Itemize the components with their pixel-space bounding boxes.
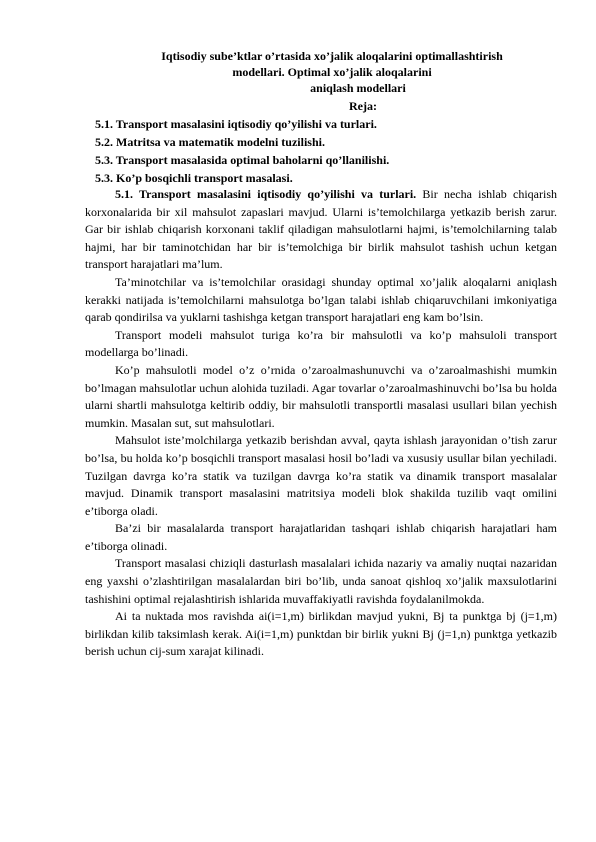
body-text [85, 186, 557, 661]
paragraph: Transport masalasi chiziqli dasturlash masalalari ichida nazariy va amaliy nuqtai nazaridan eng yaxshi o’zlashtirilgan masalalardan biri bo’lib, unda sanoat qishloq xo’jalik maxsulotlarini tashishini optimal rejalashtirish ishlarida muvaffakiyatli ravishda foydalanilmokda. [85, 556, 557, 606]
plan-item: 5.1. Transport masalasini iqtisodiy qo’yilishi va turlari. [95, 117, 377, 131]
title-line-3: aniqlash modellari [310, 81, 406, 95]
paragraph: Ta’minotchilar va is’temolchilar orasidagi shunday optimal xo’jalik aloqalarni aniqlash kerakki natijada is’temolchilarni mahsulotga bo’lgan talabi ishlab chiqaruvchilani imkoniyatiga qarab qondirilsa va yuklarni tashishga ketgan transport harajatlari eng kam bo’lsin. [85, 274, 557, 325]
paragraph: Mahsulot iste’molchilarga yetkazib berishdan avval, qayta ishlash jarayonidan o’tish zarur bo’lsa, bu holda ko’p bosqichli transport masalasi hosil bo’ladi va xususiy usullar bilan yechiladi. Tuzilgan davrga ko’ra statik va tuzilgan davrga ko’ra statik va dinamik transport masalalar mavjud. Dinamik transport masalasini matritsiya modeli blok shakilda tuzilib vaqt omilini e’tiborga oladi. [85, 433, 557, 518]
plan-item: 5.3. Ko’p bosqichli transport masalasi. [95, 171, 293, 185]
plan-list [95, 115, 565, 187]
paragraph: Ai ta nuktada mos ravishda ai(i=1,m) birlikdan mavjud yukni, Bj ta punktga bj (j=1,m) birlikdan kilib taksimlash kerak. Ai(i=1,m) punktdan bir birlik yukni Bj (j=1,n) punktga yetkazib berish uchun cij-sum xarajat kilinadi. [85, 609, 557, 659]
document-title [84, 48, 580, 96]
section-heading-inline: 5.1. Transport masalasini iqtisodiy qo’yilishi va turlari. [115, 187, 417, 201]
paragraph [85, 186, 557, 274]
plan-item: 5.2. Matritsa va matematik modelni tuzilishi. [95, 135, 325, 149]
plan-item: 5.3. Transport masalasida optimal baholarni qo’llanilishi. [95, 153, 390, 167]
title-line-2: modellari. Optimal xo’jalik aloqalarini [232, 65, 432, 79]
paragraph: Ba’zi bir masalalarda transport harajatlaridan tashqari ishlab chiqarish harajatlari ham e’tiborga olinadi. [85, 521, 557, 553]
paragraph: Ko’p mahsulotli model o’z o’rnida o’zaroalmashunuvchi va o’zaroalmashishi mumkin bo’lmagan mahsulotlar uchun alohida tuziladi. Agar tovarlar o’zaroalmashinuvchi bo’lsa bu holda ularni shartli mahsulotga keltirib oddiy, bir mahsulotli transportli masalasi usullari bilan yechish mumkin. Masalan sut, sut mahsulotlari. [85, 362, 557, 430]
paragraph-text: Bir necha ishlab chiqarish korxonalarida bir xil mahsulot zapaslari mavjud. Ularni is’temolchilarga yetkazib berish zarur. Gar bir ishlab chiqarish korxonani taklif qiladigan mahsulotlarni hajmi, is’temolchilarning talab hajmi, har bir taminotchidan har bir is’temolchiga bir birlik mahsulot tashish uchun ketgan transport harajatlari ma’lum. [85, 187, 557, 272]
plan-heading: Reja: [349, 99, 377, 113]
title-line-1: Iqtisodiy sube’ktlar o’rtasida xo’jalik aloqalarini optimallashtirish [161, 49, 503, 63]
paragraph: Transport modeli mahsulot turiga ko’ra bir mahsulotli va ko’p mahsuloli transport modellarga bo’linadi. [85, 327, 557, 360]
